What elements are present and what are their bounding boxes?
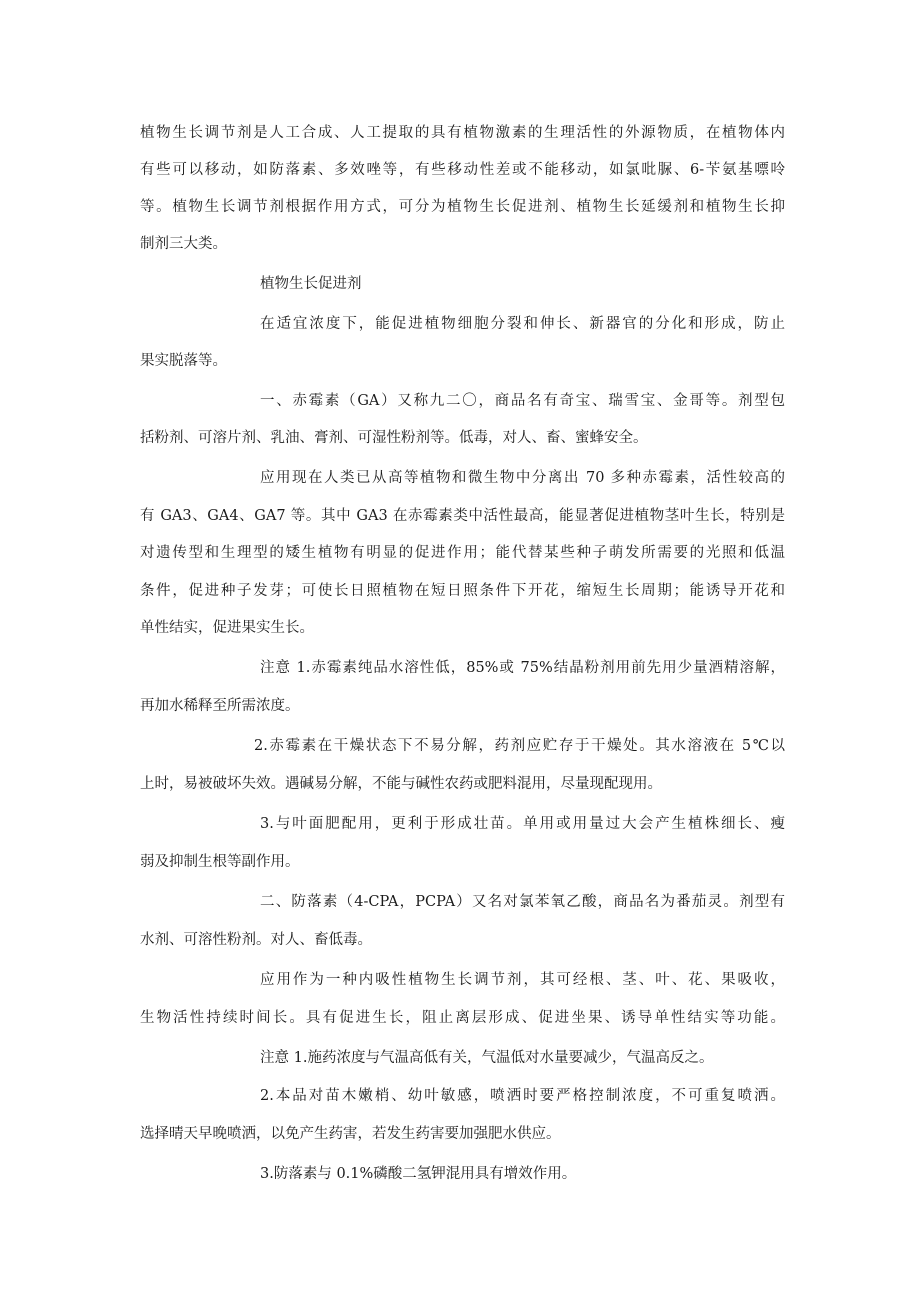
- intro-line-2: 有些可以移动，如防落素、多效唑等，有些移动性差或不能移动，如氯吡脲、6-苄氨基嘌呤: [140, 162, 785, 178]
- cpa-note2-line-2: 选择晴天早晚喷洒，以免产生药害，若发生药害要加强肥水供应。: [140, 1126, 561, 1142]
- ga-app-line-1: 应用现在人类已从高等植物和微生物中分离出 70 多种赤霉素，活性较高的: [260, 470, 785, 486]
- definition-line-2: 果实脱落等。: [140, 353, 227, 369]
- ga-note3-line-2: 弱及抑制生根等副作用。: [140, 854, 300, 870]
- ga-app-line-2: 有 GA3、GA4、GA7 等。其中 GA3 在赤霉素类中活性最高，能显著促进植物茎叶生长，特别是: [140, 508, 785, 524]
- ga-note2-line-1: 2.赤霉素在干燥状态下不易分解，药剂应贮存于干燥处。其水溶液在 5℃以: [254, 738, 785, 754]
- intro-line-3: 等。植物生长调节剂根据作用方式，可分为植物生长促进剂、植物生长延缓剂和植物生长抑: [140, 199, 785, 215]
- ga-note1-line-1: 注意 1.赤霉素纯品水溶性低，85%或 75%结晶粉剂用前先用少量酒精溶解，: [260, 660, 785, 676]
- cpa-app-line-2: 生物活性持续时间长。具有促进生长，阻止离层形成、促进坐果、诱导单性结实等功能。: [140, 1010, 785, 1026]
- ga-app-line-4: 条件，促进种子发芽；可使长日照植物在短日照条件下开花，缩短生长周期；能诱导开花和: [140, 583, 785, 599]
- definition-line-1: 在适宜浓度下，能促进植物细胞分裂和伸长、新器官的分化和形成，防止: [260, 316, 785, 332]
- intro-line-1: 植物生长调节剂是人工合成、人工提取的具有植物激素的生理活性的外源物质，在植物体内: [140, 125, 785, 141]
- ga-note2-line-2: 上时，易被破坏失效。遇碱易分解，不能与碱性农药或肥料混用，尽量现配现用。: [140, 776, 662, 792]
- intro-line-4: 制剂三大类。: [140, 236, 227, 252]
- ga-app-line-3: 对遗传型和生理型的矮生植物有明显的促进作用；能代替某些种子萌发所需要的光照和低温: [140, 545, 785, 561]
- cpa-note3: 3.防落素与 0.1%磷酸二氢钾混用具有增效作用。: [260, 1166, 577, 1182]
- cpa-note1: 注意 1.施药浓度与气温高低有关，气温低对水量要减少，气温高反之。: [260, 1050, 714, 1066]
- ga-app-line-5: 单性结实，促进果实生长。: [140, 620, 314, 636]
- cpa-note2-line-1: 2.本品对苗木嫩梢、幼叶敏感，喷洒时要严格控制浓度，不可重复喷洒。: [260, 1088, 785, 1104]
- ga-intro-line-2: 括粉剂、可溶片剂、乳油、膏剂、可湿性粉剂等。低毒，对人、畜、蜜蜂安全。: [140, 430, 648, 446]
- cpa-intro-line-1: 二、防落素（4-CPA，PCPA）又名对氯苯氧乙酸，商品名为番茄灵。剂型有: [260, 894, 785, 910]
- ga-note1-line-2: 再加水稀释至所需浓度。: [140, 698, 300, 714]
- cpa-app-line-1: 应用作为一种内吸性植物生长调节剂，其可经根、茎、叶、花、果吸收，: [260, 972, 785, 988]
- ga-note3-line-1: 3.与叶面肥配用，更利于形成壮苗。单用或用量过大会产生植株细长、瘦: [260, 816, 785, 832]
- ga-intro-line-1: 一、赤霉素（GA）又称九二〇，商品名有奇宝、瑞雪宝、金哥等。剂型包: [260, 393, 785, 409]
- section-title: 植物生长促进剂: [260, 276, 362, 292]
- cpa-intro-line-2: 水剂、可溶性粉剂。对人、畜低毒。: [140, 932, 372, 948]
